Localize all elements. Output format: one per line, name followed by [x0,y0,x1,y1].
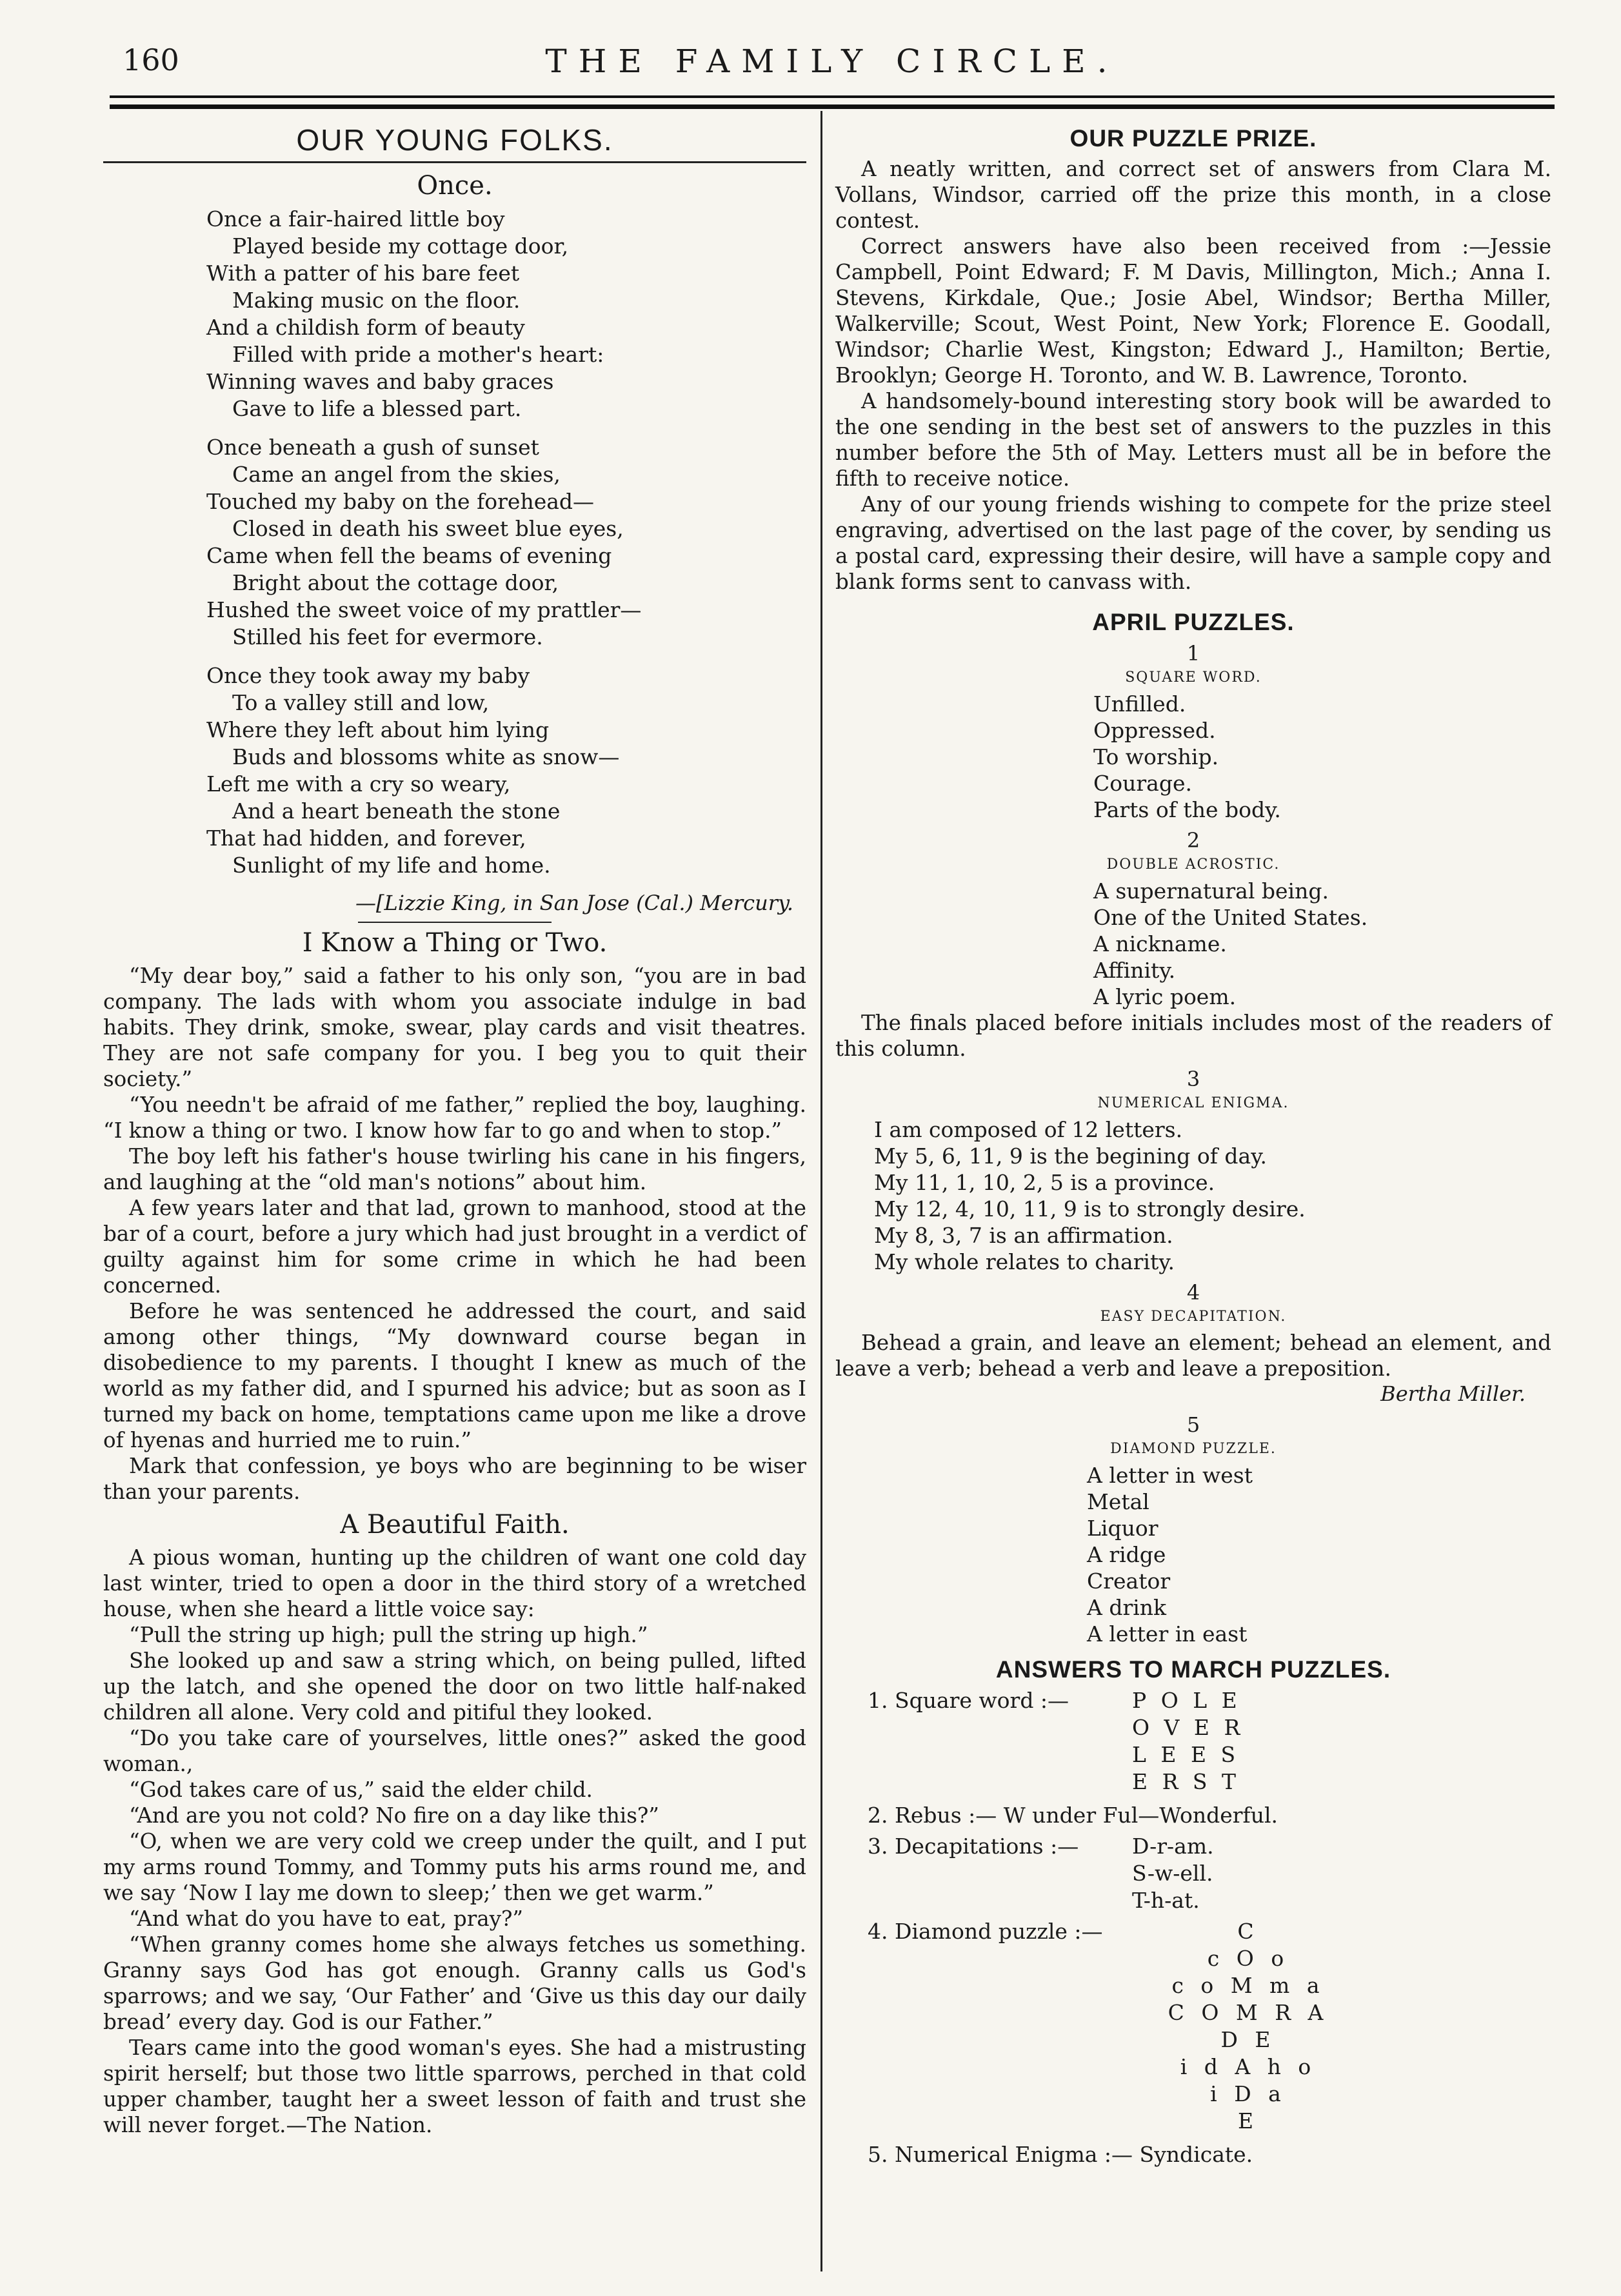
clue: A lyric poem. [1093,984,1237,1009]
answer-1 [835,1687,1551,1796]
puzzle-note: The finals placed before initials includes most of the readers of this column. [835,1011,1551,1061]
answer-3 [835,1833,1551,1914]
answer-line: E R S T [1132,1769,1240,1794]
column-divider [820,111,822,2271]
answer-line: i d A h o [1180,2054,1317,2079]
poem-line: Once a fair-haired little boy [206,206,505,232]
poem-line: Left me with a cry so weary, [206,771,511,797]
clue: A letter in east [1087,1621,1248,1647]
poem [103,206,806,879]
puzzle-number: 1 [1186,641,1200,666]
paragraph: “You needn't be afraid of me father,” replied the boy, laughing. “I know a thing or two. I know how far to go and when to stop.” [103,1093,806,1143]
poem-line: Once they took away my baby [206,663,530,688]
answer-line: C [1237,1919,1259,1944]
puzzle-label: DIAMOND PUZZLE. [1110,1441,1277,1457]
left-column [103,123,806,2138]
clue: Creator [1087,1569,1171,1594]
clue: A drink [1087,1595,1167,1620]
april-puzzles-title: APRIL PUZZLES. [1092,609,1295,635]
paragraph: A handsomely-bound interesting story book will be awarded to the one sending in the best set of answers to the puzzles in this number before the 5th of May. Letters must all be in before the fifth to receive notice. [835,389,1551,491]
stanza-2 [206,434,806,651]
puzzle-number: 4 [1186,1280,1200,1305]
header-rule-thin [110,95,1555,98]
clue: One of the United States. [1093,905,1368,930]
header-rule-thick [110,104,1555,109]
puzzle-number: 3 [1186,1067,1200,1091]
puzzle-label: SQUARE WORD. [1125,669,1262,686]
article-body [103,1545,806,2138]
answer-line: D-r-am. [1132,1834,1214,1859]
paragraph: “God takes care of us,” said the elder child. [129,1777,593,1802]
puzzle-number: 5 [1186,1412,1200,1437]
poem-attribution: —[Lizzie King, in San Jose (Cal.) Mercury. [355,891,793,915]
poem-line: Touched my baby on the forehead— [206,489,595,514]
poem-line: That had hidden, and forever, [206,826,526,851]
paragraph: “When granny comes home she always fetches us something. Granny says God has got enough. Granny calls us God's sparrows; and we say, ‘Our Father’ and ‘Give us this day our daily bread’ every day. God is our Father.” [103,1932,806,2034]
answer-line: O V E R [1132,1715,1244,1740]
clue: A ridge [1087,1542,1166,1567]
running-title: THE FAMILY CIRCLE. [545,43,1119,80]
paragraph: A neatly written, and correct set of answers from Clara M. Vollans, Windsor, carried off the prize this month, in a close contest. [835,157,1551,233]
clue: A letter in west [1087,1463,1253,1488]
clue: Liquor [1087,1516,1159,1541]
prize-title: OUR PUZZLE PRIZE. [1069,125,1317,152]
right-column [835,123,1551,2168]
clue: Affinity. [1093,958,1176,983]
answer-line: i D a [1210,2081,1286,2106]
answers-title: ANSWERS TO MARCH PUZZLES. [995,1656,1391,1683]
stanza-1 [206,206,806,422]
clue: My 8, 3, 7 is an affirmation. [874,1223,1173,1248]
answers-list [835,1687,1551,2168]
puzzle-number: 2 [1186,828,1200,853]
answer-lines [1132,1833,1214,1914]
poem-line: Stilled his feet for evermore. [232,624,543,649]
article-title: I Know a Thing or Two. [302,928,608,958]
poem-line: Gave to life a blessed part. [232,396,522,421]
paragraph: “O, when we are very cold we creep under the quilt, and I put my arms round Tommy, and Tommy puts his arms round me, and we say ‘Now I lay me down to sleep;’ then we get warm.” [103,1829,806,1905]
clue: To worship. [1093,744,1219,769]
paragraph: A pious woman, hunting up the children of want one cold day last winter, tried to open a door in the third story of a wretched house, when she heard a little voice say: [103,1545,806,1621]
paragraph: “My dear boy,” said a father to his only son, “you are in bad company. The lads with whom you associate indulge in bad habits. They drink, smoke, swear, play cards and visit theatres. They are not safe company for you. I beg you to quit their society.” [103,964,806,1091]
answer-label: 5. Numerical Enigma :— Syndicate. [868,2142,1253,2167]
paragraph: “And what do you have to eat, pray?” [129,1906,524,1931]
paragraph: Correct answers have also been received from :—Jessie Campbell, Point Edward; F. M Davis, Millington, Mich.; Anna I. Stevens, Kirkdale, Que.; Josie Abel, Windsor; Bertha Miller, Walkerville; Scout, West Point, New York; Florence E. Goodall, Windsor; Charlie West, Kingston; Edward J., Hamilton; Bertie, Brooklyn; George H. Toronto, and W. B. Lawrence, Toronto. [835,234,1551,388]
paragraph: “Do you take care of yourselves, little ones?” asked the good woman., [103,1726,806,1776]
poem-line: And a heart beneath the stone [232,798,561,824]
poem-line: And a childish form of beauty [206,315,525,340]
poem-line: Came when fell the beams of evening [206,543,612,568]
poem-line: Bright about the cottage door, [232,570,559,595]
answer-label: 1. Square word :— [868,1688,1069,1713]
poem-line: Played beside my cottage door, [232,233,569,259]
clue: A nickname. [1093,931,1227,956]
divider [358,922,552,923]
prize-body [835,156,1551,595]
paragraph: She looked up and saw a string which, on being pulled, lifted up the latch, and she opened the door on two little half-naked children all alone. Very cold and pitiful they looked. [103,1648,806,1725]
puzzle-label: EASY DECAPITATION. [1100,1309,1287,1325]
puzzle-4-text: Behead a grain, and leave an element; behead an element, and leave a verb; behead a verb and leave a preposition. [835,1331,1551,1381]
answer-lines [1132,1687,1244,1796]
answer-line: P O L E [1132,1688,1241,1713]
puzzle-label: NUMERICAL ENIGMA. [1097,1095,1289,1111]
poem-line: With a patter of his bare feet [206,261,520,286]
paragraph: “And are you not cold? No fire on a day like this?” [129,1803,659,1828]
puzzle-label: DOUBLE ACROSTIC. [1106,856,1280,873]
poem-title: Once. [417,171,493,201]
paragraph: The boy left his father's house twirling his cane in his fingers, and laughing at the “old man's notions” about him. [103,1144,806,1194]
clue: My 12, 4, 10, 11, 9 is to strongly desire. [874,1196,1306,1222]
section-title: OUR YOUNG FOLKS. [296,123,613,157]
answer-label: 4. Diamond puzzle :— [868,1919,1103,1944]
paragraph: A few years later and that lad, grown to manhood, stood at the bar of a court, before a jury which had just brought in a verdict of guilty against him for some crime in which he had been concerned. [103,1196,806,1298]
clue: Metal [1087,1489,1149,1514]
section-rule [103,161,806,163]
answer-line: E [1237,2108,1259,2133]
answer-line: C O M R A D E [1168,2000,1329,2052]
paragraph: Mark that confession, ye boys who are beginning to be wiser than your parents. [103,1454,806,1504]
poem-line: Making music on the floor. [232,288,521,313]
poem-line: Came an angel from the skies, [232,462,561,487]
clue: Parts of the body. [1093,797,1281,822]
clue: My 5, 6, 11, 9 is the begining of day. [874,1143,1267,1169]
puzzle-signature: Bertha Miller. [1380,1381,1526,1406]
clue: Unfilled. [1093,691,1186,717]
diamond-answer [1151,1918,1345,2135]
poem-line: Where they left about him lying [206,717,550,742]
page-header [116,37,1548,89]
puzzle-2-clues [835,878,1551,1010]
answer-line: c O o [1207,1946,1289,1971]
clue: My 11, 1, 10, 2, 5 is a province. [874,1170,1215,1195]
paragraph: Tears came into the good woman's eyes. She had a mistrusting spirit herself; but those two little sparrows, perched in that cold upper chamber, taught her a sweet lesson of faith and trust she will never forget.—The Nation. [103,2035,806,2137]
answer-line: c o M m a [1171,1973,1325,1998]
stanza-3 [206,662,806,879]
clue: My whole relates to charity. [874,1249,1175,1274]
article-title: A Beautiful Faith. [340,1510,570,1539]
puzzle-3-clues [835,1116,1551,1275]
paragraph: “Pull the string up high; pull the string up high.” [129,1623,648,1647]
poem-line: Winning waves and baby graces [206,369,554,394]
answer-line: S-w-ell. [1132,1861,1213,1886]
page-number: 160 [123,43,179,77]
poem-line: Closed in death his sweet blue eyes, [232,516,624,541]
clue: I am composed of 12 letters. [874,1117,1183,1142]
puzzle-1-clues [835,691,1551,823]
clue: Courage. [1093,771,1192,796]
puzzle-5-clues [835,1462,1551,1647]
answer-label: 2. Rebus :— W under Ful—Wonderful. [868,1803,1278,1828]
article-body [103,963,806,1505]
poem-line: Hushed the sweet voice of my prattler— [206,597,642,622]
paragraph: Any of our young friends wishing to compete for the prize steel engraving, advertised on the last page of the cover, by sending us a postal card, expressing their desire, will have a sample copy and blank forms sent to canvass with. [835,492,1551,594]
paragraph: Before he was sentenced he addressed the court, and said among other things, “My downward course began in disobedience to my parents. I thought I knew as much of the world as my father did, and I spurned his advice; but as soon as I turned my back on home, temptations came upon me like a drove of hyenas and hurried me to ruin.” [103,1299,806,1452]
answer-5 [835,2141,1551,2168]
answer-line: T-h-at. [1132,1888,1200,1913]
clue: Oppressed. [1093,718,1216,743]
answer-line: L E E S [1132,1742,1240,1767]
answer-label: 3. Decapitations :— [868,1834,1079,1859]
answer-2 [835,1802,1551,1829]
poem-line: To a valley still and low, [232,690,490,715]
poem-line: Sunlight of my life and home. [232,853,551,878]
poem-line: Buds and blossoms white as snow— [232,744,620,769]
poem-line: Filled with pride a mother's heart: [232,342,604,367]
poem-line: Once beneath a gush of sunset [206,435,539,460]
clue: A supernatural being. [1093,878,1329,904]
